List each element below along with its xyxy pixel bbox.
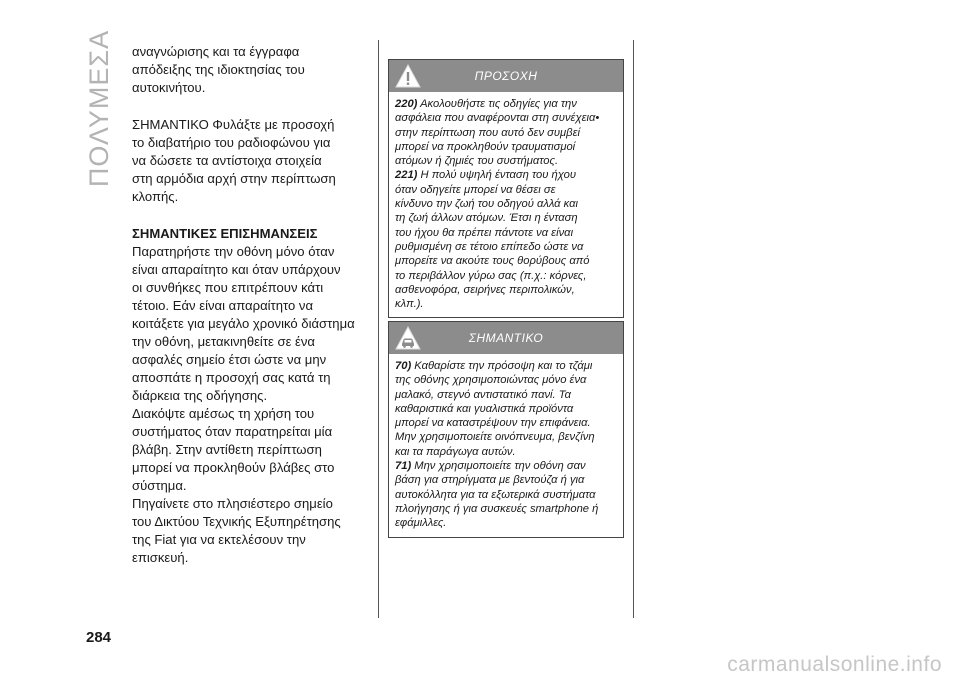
important-box-title: ΣΗΜΑΝΤΙΚΟ [468, 330, 544, 345]
warning-box-body: 220) Ακολουθήστε τις οδηγίες για την ασφάλεια που αναφέρονται στη συνέχεια• στην περίπτωση που αυτό δεν συμβεί μπορεί να προκληθούν τραυματισμοί ατόμων ή ζημιές του συστήματος. 221) Η πολύ υψηλή ένταση του ήχου όταν οδηγείτε μπορεί να θέσει σε κίνδυνο την ζωή του οδηγού αλλά και τη ζωή άλλων ατόμων. Έτσι η ένταση του ήχου θα πρέπει πάντοτε να είναι ρυθμισμένη σε τέτοιο επίπεδο ώστε να μπορείτε να ακούτε τους θορύβους από το περιβάλλον γύρω σας (π.χ.: κόρνες, ασθενοφόρα, σειρήνες περιπολικών, κλπ.). [389, 92, 623, 317]
warning-box [388, 59, 624, 318]
section-title: ΠΟΛΥΜΕΣΑ [84, 29, 115, 187]
important-box-header [389, 322, 623, 354]
column-divider-right [633, 40, 634, 618]
warning-box-title: ΠΡΟΣΟΧΗ [474, 68, 538, 83]
column-divider [378, 40, 379, 618]
warning-item: 220) Ακολουθήστε τις οδηγίες για την [395, 98, 577, 110]
body-text: Παρατηρήστε την οθόνη μόνο όταν είναι απαραίτητο και όταν υπάρχουν οι συνθήκες που επιτρέπουν κάτι τέτοιο. Εάν είναι απαραίτητο να κοιτάξετε για μεγάλο χρονικό διάστημα την οθόνη, μετακινηθείτε σε ένα ασφαλές σημείο έτσι ώστε να μην αποσπάτε η προσοχή σας κατά τη διάρκεια της οδήγησης. Διακόψτε αμέσως τη χρήση του συστήματος όταν παρατηρείται μία βλάβη. Στην αντίθετη περίπτωση μπορεί να προκληθούν βλάβες στο σύστημα. Πηγαίνετε στο πλησιέστερο σημείο του Δικτύου Τεχνικής Εξυπηρέτησης της Fiat για να εκτελέσουν την επισκευή. [132, 244, 355, 565]
watermark-text: carmanualsonline.info [727, 653, 942, 676]
important-paragraph: ΣΗΜΑΝΤΙΚΟ Φυλάξτε με προσοχή το διαβατήριο του ραδιοφώνου για να δώσετε τα αντίστοιχα στοιχεία στη αρμόδια αρχή στην περίπτωση κλοπής. [132, 117, 336, 204]
important-item: 71) Μην χρησιμοποιείτε την οθόνη σαν [395, 460, 586, 473]
page-number: 284 [86, 629, 112, 646]
warning-item: 221) Η πολύ υψηλή ένταση του ήχου [395, 169, 576, 182]
important-box-body: 70) Καθαρίστε την πρόσοψη και το τζάμι της οθόνης χρησιμοποιώντας μόνο ένα μαλακό, στεγνό αντιστατικό πανί. Τα καθαριστικά και γυαλιστικά προϊόντα μπορεί να καταστρέψουν την επιφάνεια. Μην χρησιμοποιείτε οινόπνευμα, βενζίνη και τα παράγωγα αυτών. 71) Μην χρησιμοποιείτε την οθόνη σαν βάση για στηρίγματα με βεντούζα ή για αυτοκόλλητα για τα εξωτερικά συστήματα πλοήγησης ή για συσκευές smartphone ή εφάμιλλες. [389, 354, 623, 537]
intro-paragraph: αναγνώρισης και τα έγγραφα απόδειξης της ιδιοκτησίας του αυτοκινήτου. [132, 44, 305, 95]
important-box [388, 321, 624, 538]
warning-box-header [389, 60, 623, 92]
car-warning-icon [395, 325, 421, 351]
warning-triangle-icon [395, 63, 421, 89]
important-item: 70) Καθαρίστε την πρόσοψη και το τζάμι [395, 360, 593, 372]
section-heading: ΣΗΜΑΝΤΙΚΕΣ ΕΠΙΣΗΜΑΝΣΕΙΣ [132, 226, 318, 241]
left-column [132, 43, 370, 567]
